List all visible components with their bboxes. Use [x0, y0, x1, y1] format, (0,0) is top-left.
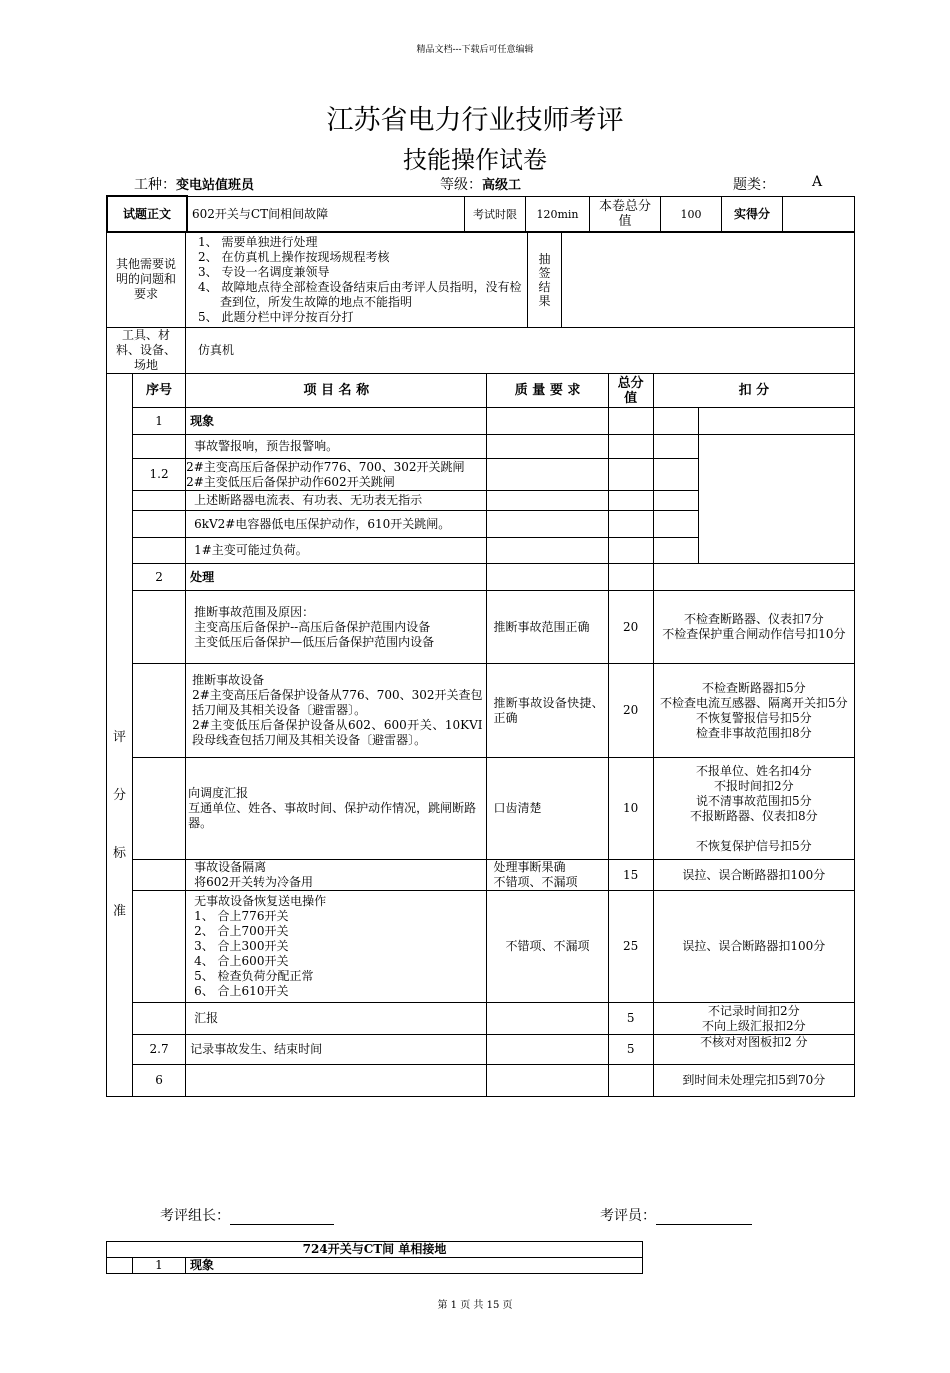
next-table-no: 1: [133, 1258, 186, 1274]
subject-label: 试题正文: [107, 196, 187, 232]
page-footer: 第 1 页 共 15 页: [437, 1300, 513, 1311]
level-field: 等级：高级工: [440, 177, 522, 193]
examiner-sign-line: [656, 1210, 752, 1225]
table-row: 上述断路器电流表、有功表、无功表无指示: [107, 491, 855, 511]
req-item: 4、 故障地点待全部检查设备结束后由考评人员指明，没有检查到位，所发生故障的地点不能指明: [198, 279, 522, 309]
req-item: 3、 专设一名调度兼领导: [198, 264, 330, 279]
table-row: 6kV2#电容器低电压保护动作，610开关跳闸。: [107, 511, 855, 538]
table-row: 事故设备隔离 将602开关转为冷备用 处理事断果确 不错项、不漏项 15 误拉、误合断路器扣100分: [107, 860, 855, 891]
title-sub: 技能操作试卷: [403, 146, 547, 174]
table-row: 6 到时间未处理完扣5到70分: [107, 1065, 855, 1097]
side-label: 评 分 标 准: [107, 374, 133, 1097]
trade-field: 工种：变电站值班员: [134, 177, 255, 193]
draw-label: 抽签结果: [528, 232, 562, 328]
table-row: 推断事故设备 2#主变高压后备保护设备从776、700、302开关查包括刀闸及其相关设备〔避雷器〕。 2#主变低压后备保护设备从602、600开关、10KVI段母线查包括刀闸及其相关设备〔避雷器〕。 推断事故设备快捷、正确 20 不检查断路器扣5分 不检查电流互感器、隔离开关扣5分 不恢复警报信号扣5分 检查非事故范围扣8分: [107, 664, 855, 758]
table-row: 2.7 记录事故发生、结束时间 5 不核对对图板扣2 分: [107, 1035, 855, 1065]
examiner-sign: 考评员：: [600, 1205, 752, 1225]
leader-sign: 考评组长：: [160, 1205, 334, 1225]
req-list: [186, 232, 528, 328]
type-label: 题类：: [733, 177, 775, 193]
table-row: 汇报 5 不记录时间扣2分 不向上级汇报扣2分: [107, 1003, 855, 1035]
req-item: 5、 此题分栏中评分按百分打: [198, 309, 354, 324]
req-label: 其他需要说明的问题和要求: [107, 232, 186, 328]
score-value: [783, 196, 855, 232]
time-value: 120min: [526, 196, 590, 232]
table-row: 向调度汇报 互通单位、姓各、事故时间、保护动作情况，跳闸断路器。 口齿清楚 10 不报单位、姓名扣4分 不报时间扣2分 说不清事故范围扣5分 不报断路器、仪表扣8分 不恢复保护信号扣5分: [107, 758, 855, 860]
table-row: 无事故设备恢复送电操作 1、 合上776开关 2、 合上700开关 3、 合上300开关 4、 合上600开关 5、 检查负荷分配正常 6、 合上610开关 不错项、不漏项 25 误拉、误合断路器扣100分: [107, 891, 855, 1003]
tools-label: 工具、材料、设备、场地: [107, 328, 186, 374]
type-value: A: [812, 174, 823, 190]
table-row: 1 现象: [107, 408, 855, 435]
draw-value: [562, 232, 855, 328]
table-row: 事故警报响，预告报警响。: [107, 435, 855, 459]
tools-value: 仿真机: [186, 328, 855, 374]
subject-value: 602开关与CT间相间故障: [187, 196, 465, 232]
score-label: 实得分: [722, 196, 783, 232]
title-main: 江苏省电力行业技师考评: [326, 105, 624, 136]
next-table-title: 724开关与CT间 单相接地: [107, 1242, 643, 1258]
col-total: 总分值: [608, 374, 653, 408]
requirements-table: [106, 231, 855, 374]
trade-value: 变电站值班员: [176, 178, 255, 193]
total-label: 本卷总分值: [590, 196, 661, 232]
total-value: 100: [661, 196, 722, 232]
leader-sign-line: [230, 1210, 334, 1225]
next-table-item: 现象: [186, 1258, 643, 1274]
col-item: 项 目 名 称: [186, 374, 487, 408]
level-value: 高级工: [482, 178, 522, 193]
time-label: 考试时限: [465, 196, 526, 232]
col-no: 序号: [133, 374, 186, 408]
table-row: 1.2 2#主变高压后备保护动作776、700、302开关跳闸 2#主变低压后备保护动作602开关跳闸: [107, 459, 855, 491]
req-item: 2、 在仿真机上操作按现场规程考核: [198, 249, 390, 264]
header-note: 精品文档---下载后可任意编辑: [416, 45, 534, 55]
table-row: 推断事故范围及原因： 主变高压后备保护--高压后备保护范围内设备 主变低压后备保护—低压后备保护范围内设备 推断事故范围正确 20 不检查断路器、仪表扣7分 不检查保护重合闸动作信号扣10分: [107, 591, 855, 664]
col-deduct: 扣 分: [653, 374, 854, 408]
grading-table: [106, 373, 855, 1097]
info-table: [106, 195, 855, 233]
table-row: 1#主变可能过负荷。: [107, 538, 855, 564]
col-quality: 质 量 要 求: [487, 374, 608, 408]
req-item: 1、 需要单独进行处理: [198, 234, 318, 249]
next-table: [106, 1241, 643, 1274]
table-row: 2 处理: [107, 564, 855, 591]
